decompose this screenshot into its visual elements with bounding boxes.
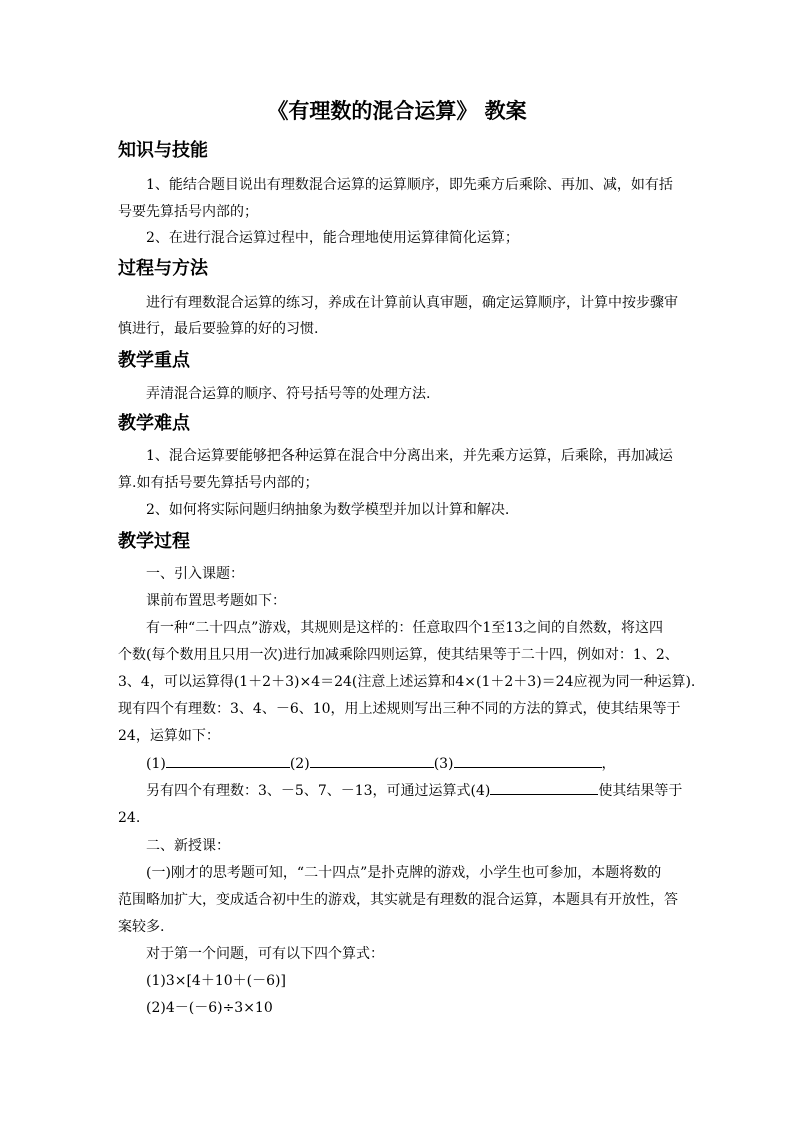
paragraph: 2、在进行混合运算过程中，能合理地使用运算律简化运算；	[146, 230, 519, 246]
formula: (1)3×[4＋10＋(－6)]	[146, 973, 286, 989]
paragraph: 慎进行，最后要验算的好的习惯.	[118, 321, 319, 337]
paragraph: 个数(每个数用且只用一次)进行加减乘除四则运算，使其结果等于二十四，例如对：1、2、	[118, 647, 679, 663]
formula: (2)4－(－6)÷3×10	[146, 1000, 273, 1016]
heading-key-points: 教学重点	[118, 350, 190, 371]
heading-teaching-process: 教学过程	[118, 531, 190, 552]
paragraph: 课前布置思考题如下：	[146, 593, 286, 609]
blank-label-1: (1)	[146, 756, 166, 772]
answer-line-4	[118, 778, 684, 805]
text: 使其结果等于	[598, 783, 683, 799]
paragraph: 2、如何将实际问题归纳抽象为数学模型并加以计算和解决.	[146, 502, 510, 518]
blank-end-punct: ，	[601, 756, 616, 772]
paragraph: 范围略加扩大，变成适合初中生的游戏，其实就是有理数的混合运算，本题具有开放性，答	[118, 892, 678, 908]
paragraph: 现有四个有理数：3、4、－6、10，用上述规则写出三种不同的方法的算式，使其结果等于	[118, 701, 681, 717]
page-title: 《有理数的混合运算》 教案	[267, 98, 527, 123]
answer-blanks-line	[118, 751, 684, 778]
paragraph: 24.	[118, 810, 141, 826]
paragraph: 有一种“二十四点”游戏，其规则是这样的：任意取四个1至13之间的自然数，将这四	[146, 620, 664, 636]
answer-blank-4[interactable]	[490, 780, 598, 795]
paragraph: 二、新授课：	[146, 838, 230, 854]
blank-label-3: (3)	[433, 756, 454, 772]
paragraph: 号要先算括号内部的；	[118, 204, 258, 220]
paragraph: 算.如有括号要先算括号内部的；	[118, 475, 319, 491]
paragraph: 一、引入课题：	[146, 566, 244, 582]
paragraph: 进行有理数混合运算的练习，养成在计算前认真审题，确定运算顺序，计算中按步骤审	[146, 295, 678, 311]
paragraph: 弄清混合运算的顺序、符号括号等的处理方法.	[146, 386, 431, 402]
answer-blank-3[interactable]	[454, 753, 602, 768]
paragraph: 1、能结合题目说出有理数混合运算的运算顺序，即先乘方后乘除、再加、减，如有括	[146, 177, 673, 193]
answer-blank-1[interactable]	[166, 753, 290, 768]
paragraph: 24，运算如下：	[118, 728, 220, 744]
heading-process: 过程与方法	[118, 258, 208, 279]
heading-knowledge: 知识与技能	[118, 140, 208, 161]
paragraph: 3、4，可以运算得(1＋2＋3)×4＝24(注意上述运算和4×(1＋2＋3)＝24应视为同一种运算).	[118, 674, 696, 690]
paragraph: 案较多.	[118, 919, 165, 935]
heading-difficulty: 教学难点	[118, 413, 190, 434]
paragraph: 对于第一个问题，可有以下四个算式：	[146, 946, 384, 962]
blank-label-2: (2)	[289, 756, 310, 772]
paragraph: 1、混合运算要能够把各种运算在混合中分离出来，并先乘方运算，后乘除，再加减运	[146, 448, 673, 464]
paragraph: (一)刚才的思考题可知，“二十四点”是扑克牌的游戏，小学生也可参加，本题将数的	[146, 865, 662, 881]
text: 另有四个有理数：3、－5、7、－13，可通过运算式(4)	[146, 783, 491, 799]
answer-blank-2[interactable]	[310, 753, 434, 768]
